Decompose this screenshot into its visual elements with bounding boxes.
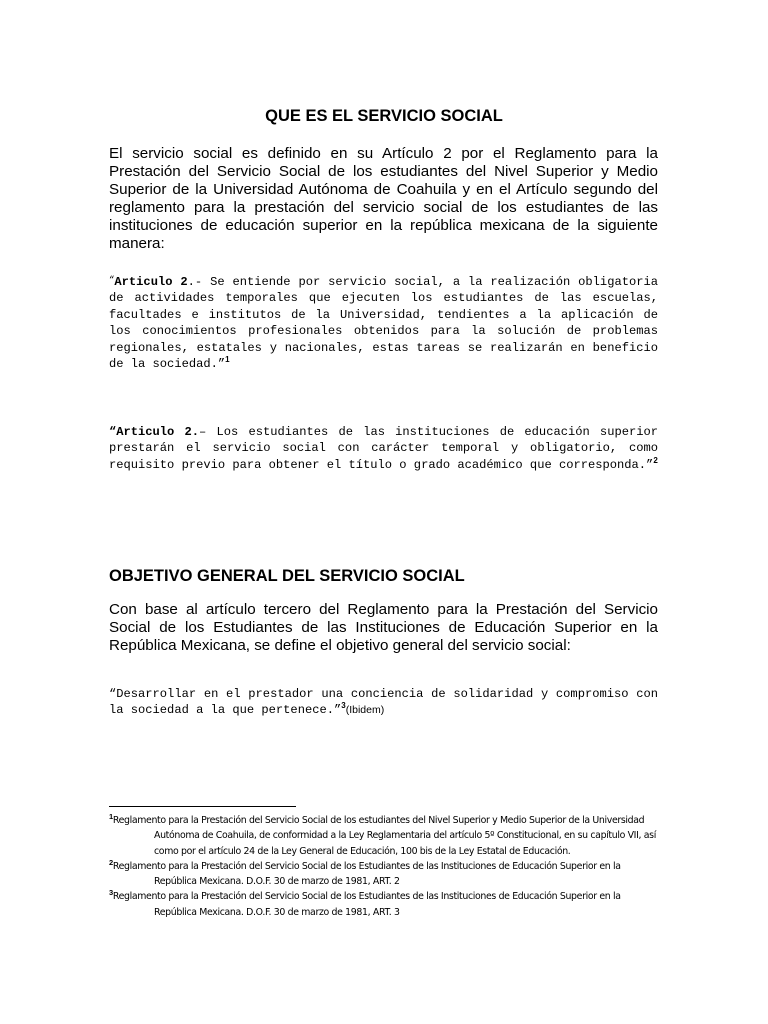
footnote-ref-3: 3: [341, 701, 346, 711]
footnote-1: [109, 813, 661, 859]
quote-label: “Articulo 2.: [109, 425, 200, 439]
footnote-divider: [109, 806, 296, 807]
quote-objetivo: [109, 686, 658, 719]
quote-text: – Los estudiantes de las instituciones de educación superior prestarán el servicio social con carácter temporal y obligatorio, como requisito previo para obtener el título o grado académico que corresponda.”: [109, 425, 658, 472]
footnote-2: [109, 859, 661, 890]
footnote-3: [109, 889, 661, 920]
footnote-ref-1: 1: [225, 355, 230, 365]
quote-open-mark: “: [109, 275, 115, 285]
footnote-text: Reglamento para la Prestación del Servicio Social de los estudiantes del Nivel Superior y Medio Superior de la Universidad Autónoma de Coahuila, de conformidad a la Ley Reglamentaria del artículo 5º Constitucional, en su capítulo VII, así como por el artículo 24 de la Ley General de Educación, 100 bis de la Ley Estatal de Educación.: [112, 815, 656, 857]
footnote-number: 1: [109, 812, 113, 821]
footnote-number: 2: [109, 857, 113, 867]
quote-label: Articulo 2: [114, 275, 188, 289]
quote-articulo-2-uadec: [109, 272, 658, 372]
definition-paragraph: El servicio social es definido en su Artículo 2 por el Reglamento para la Prestación del Servicio Social de los estudiantes del Nivel Superior y Medio Superior de la Universidad Autónoma de Coahuila y en el Artículo segundo del reglamento para la prestación del servicio social de los estudiantes de las instituciones de educación superior en la república mexicana de la siguiente manera:: [109, 145, 658, 252]
section-title-servicio-social: QUE ES EL SERVICIO SOCIAL: [265, 107, 503, 125]
quote-articulo-2-nacional: [109, 424, 658, 473]
quote-text: “Desarrollar en el prestador una conciencia de solidaridad y compromiso con la sociedad a la que pertenece.”: [109, 687, 658, 718]
quote-text: .- Se entiende por servicio social, a la realización obligatoria de actividades temporales que ejecuten los estudiantes de las escuelas, facultades e institutos de la Universidad, tendientes a la aplicación de los conocimientos profesionales obtenidos para la solución de problemas regionales, estatales y nacionales, estas tareas se realizarán en beneficio de la sociedad.”: [109, 275, 658, 372]
footnote-text: Reglamento para la Prestación del Servicio Social de los Estudiantes de las Instituciones de Educación Superior en la República Mexicana. D.O.F. 30 de marzo de 1981, ART. 3: [112, 891, 621, 918]
objective-paragraph: Con base al artículo tercero del Reglamento para la Prestación del Servicio Social de los Estudiantes de las Instituciones de Educación Superior en la República Mexicana, se define el objetivo general del servicio social:: [109, 601, 658, 654]
ibidem-note: (Ibidem): [345, 704, 385, 717]
footnote-ref-2: 2: [653, 455, 658, 465]
footnote-number: 3: [109, 888, 113, 898]
section-title-objetivo-general: OBJETIVO GENERAL DEL SERVICIO SOCIAL: [109, 567, 465, 585]
footnotes: [109, 813, 661, 920]
footnote-text: Reglamento para la Prestación del Servicio Social de los Estudiantes de las Instituciones de Educación Superior en la República Mexicana. D.O.F. 30 de marzo de 1981, ART. 2: [112, 860, 621, 888]
